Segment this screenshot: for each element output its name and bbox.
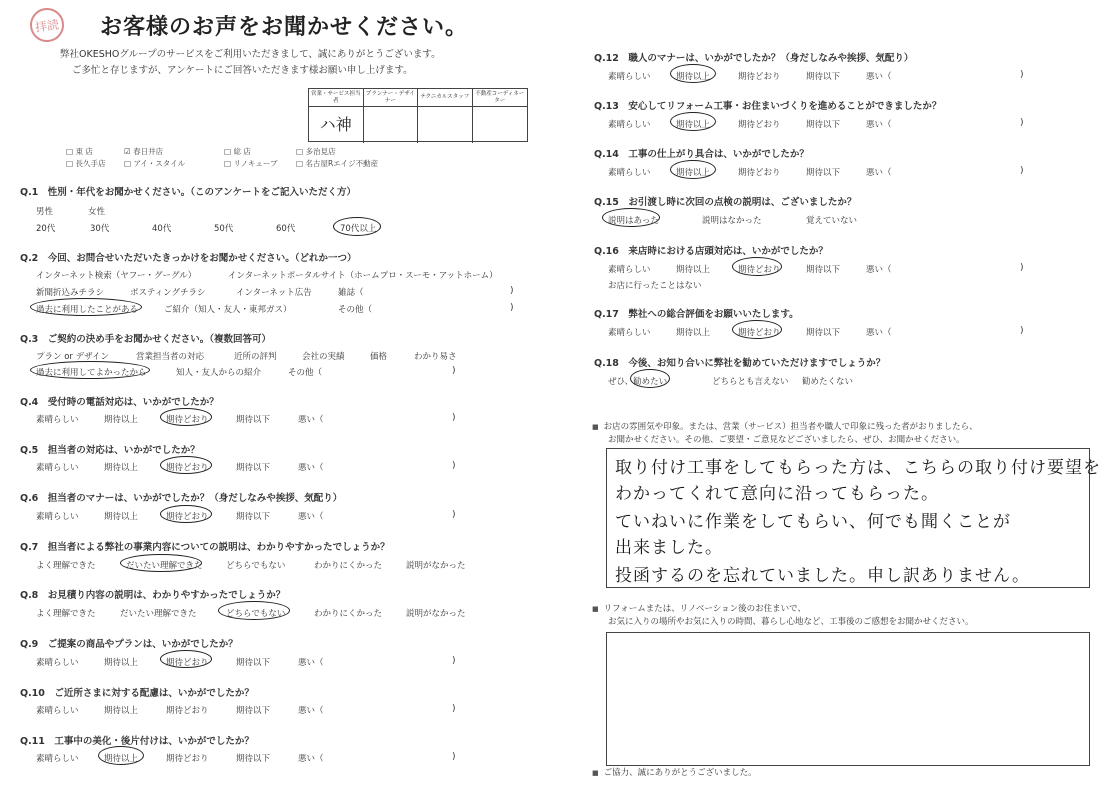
q2-option[interactable]: ご紹介（知人・友人・東邦ガス） [164,305,292,315]
close-paren: ) [452,704,456,714]
seal-stamp [28,6,66,44]
understand-option[interactable]: だいたい理解できた [120,609,197,619]
scale-option[interactable]: 期待以下 [806,72,841,82]
gender-option[interactable]: 女性 [88,207,106,217]
selection-circle [30,361,150,379]
q2-option[interactable]: ポスティングチラシ [130,288,206,298]
handwritten-line: ていねいに作業をしてもらい、何でも聞くことが [615,512,1011,532]
gender-option[interactable]: 男性 [36,207,54,217]
q17-label: Q.17 弊社への総合評価をお願いいたします。 [594,306,799,320]
q3-option[interactable]: 営業担当者の対応 [136,352,205,362]
scale-option[interactable]: 素晴らしい [36,754,79,764]
scale-option[interactable]: 期待以上 [676,328,711,338]
scale-option[interactable]: 悪い（ [866,328,892,338]
q3-option[interactable]: その他（ [288,368,323,378]
intro-line-2: ご多忙と存じますが、アンケートにご回答いただきます様お願い申し上げます。 [72,65,413,76]
close-paren: ) [1020,70,1024,80]
close-paren: ) [1020,263,1024,273]
close-paren: ) [452,510,456,520]
scale-option-selected[interactable]: 期待どおり [738,328,781,338]
q10-label: Q.10 ご近所さまに対する配慮は、いかがでしたか？ [20,685,254,699]
scale-option[interactable]: 素晴らしい [608,120,651,130]
q6-label: Q.6 担当者のマナーは、いかがでしたか？（身だしなみや挨拶、気配り） [20,490,342,504]
store-checkbox[interactable]: □ 長久手店 [66,159,106,168]
selection-circle [160,505,212,523]
selection-circle [160,408,212,426]
scale-option[interactable]: 期待以上 [104,463,139,473]
selection-circle [630,369,670,388]
q1-label: Q.1 性別・年代をお聞かせください。（このアンケートをご記入いただく方） [20,184,356,198]
q12-label: Q.12 職人のマナーは、いかがでしたか？（身だしなみや挨拶、気配り） [594,50,913,64]
selection-circle [30,298,142,316]
q3-option-selected[interactable]: 過去に利用してよかったから [36,368,147,378]
scale-option[interactable]: 素晴らしい [608,328,651,338]
q15-option[interactable]: 覚えていない [806,216,858,226]
scale-option[interactable]: 期待以下 [236,706,271,716]
q3-option[interactable]: 会社の実績 [302,352,345,362]
handwritten-line: 取り付け工事をしてもらった方は、こちらの取り付け要望を [615,458,1101,478]
close-paren: ) [452,461,456,471]
scale-option-selected[interactable]: 期待以上 [676,168,711,178]
stamp-text: 拝読 [34,16,60,35]
q2-label: Q.2 今回、お問合せいただいたきっかけをお聞かせください。（どれか一つ） [20,250,357,264]
scale-option-selected[interactable]: 期待どおり [738,265,781,275]
q18-label: Q.18 今後、お知り合いに弊社を勧めていただけますでしょうか？ [594,355,885,369]
q18-option-selected[interactable]: ぜひ、勧めたい [608,377,668,387]
scale-option[interactable]: 悪い（ [298,463,324,473]
age-option[interactable]: 20代 [36,224,56,234]
close-paren: ) [1020,118,1024,128]
selection-circle [160,650,212,668]
understand-option[interactable]: よく理解できた [36,561,96,571]
store-checkbox[interactable]: □ 名古屋Rエイジ不動産 [296,159,379,168]
understand-option-selected[interactable]: どちらでもない [226,609,286,619]
understand-option[interactable]: わかりにくかった [314,609,383,619]
scale-option[interactable]: 悪い（ [298,754,324,764]
q3-option[interactable]: 近所の評判 [234,352,277,362]
scale-option[interactable]: 素晴らしい [36,706,79,716]
page-title: お客様のお声をお聞かせください。 [100,15,469,40]
close-paren: ) [452,656,456,666]
comment1-textarea[interactable] [606,448,1101,588]
scale-option-selected[interactable]: 期待以上 [676,120,711,130]
scale-option[interactable]: 期待以下 [236,658,271,668]
scale-option[interactable]: 期待どおり [166,706,209,716]
scale-option[interactable]: 期待以下 [806,265,841,275]
q2-option[interactable]: インターネットポータルサイト（ホームプロ・スーモ・アットホーム） [228,271,498,281]
scale-option[interactable]: 期待以上 [104,415,139,425]
staff-header: プランナー・デザイナー [364,89,419,107]
age-option[interactable]: 50代 [214,224,234,234]
scale-option[interactable]: 期待以下 [236,512,271,522]
scale-option[interactable]: 素晴らしい [36,415,79,425]
scale-option-selected[interactable]: 期待どおり [166,658,209,668]
scale-option[interactable]: 期待どおり [738,168,781,178]
q2-option[interactable]: 雑誌（ [338,288,364,298]
scale-option[interactable]: 期待以上 [104,512,139,522]
store-checkbox[interactable]: ☑ 春日井店 [124,147,164,156]
store-checkbox[interactable]: □ 東 店 [66,147,93,156]
staff-table [308,88,528,142]
scale-option[interactable]: 期待どおり [738,72,781,82]
store-checkbox[interactable]: □ 多治見店 [296,147,336,156]
store-checkbox[interactable]: □ アイ・スタイル [124,159,186,168]
scale-option[interactable]: 悪い（ [866,265,892,275]
close-paren: ) [452,366,456,376]
staff-cell[interactable] [418,107,473,143]
q16-label: Q.16 来店時における店頭対応は、いかがでしたか？ [594,243,828,257]
handwritten-line: 投函するのを忘れていました。申し訳ありません。 [615,566,1031,586]
staff-name-handwritten[interactable]: ハ神 [309,107,364,143]
q8-label: Q.8 お見積り内容の説明は、わかりやすかったでしょうか？ [20,587,285,601]
q3-option[interactable]: わかり易さ [414,352,457,362]
handwritten-line: 出来ました。 [615,538,723,558]
thanks-text: ■ ご協力、誠にありがとうございました。 [592,766,757,778]
q14-label: Q.14 工事の仕上がり具合は、いかがでしたか？ [594,146,809,160]
scale-option-selected[interactable]: 期待以上 [676,72,711,82]
scale-option[interactable]: 悪い（ [866,72,892,82]
q15-label: Q.15 お引渡し時に次回の点検の説明は、ございましたか？ [594,194,856,208]
q3-option[interactable]: プラン or デザイン [36,352,110,362]
q15-option[interactable]: 説明はなかった [702,216,762,226]
age-option-selected[interactable]: 70代以上 [340,224,377,234]
understand-option[interactable]: 説明がなかった [406,561,466,571]
scale-option[interactable]: 素晴らしい [608,168,651,178]
scale-option[interactable]: 素晴らしい [608,265,651,275]
comment2-label-2: お気に入りの場所やお気に入りの時間、暮らし心地など、工事後のご感想をお聞かせください。 [608,617,974,627]
age-option[interactable]: 30代 [90,224,110,234]
scale-option[interactable]: 悪い（ [298,658,324,668]
staff-header: 営業・サービス担当者 [309,89,364,107]
scale-option[interactable]: 素晴らしい [608,72,651,82]
selection-circle [732,257,782,276]
q4-label: Q.4 受付時の電話対応は、いかがでしたか？ [20,394,219,408]
scale-option[interactable]: 期待どおり [738,120,781,130]
q18-option[interactable]: 勧めたくない [802,377,854,387]
selection-circle [120,554,202,572]
scale-option[interactable]: 期待以下 [806,328,841,338]
q2-option[interactable]: インターネット検索（ヤフー・グーグル） [36,271,197,281]
scale-option-selected[interactable]: 期待どおり [166,415,209,425]
scale-option[interactable]: 悪い（ [298,512,324,522]
understand-option[interactable]: 説明がなかった [406,609,466,619]
comment2-label-1: ■ リフォームまたは、リノベーション後のお住まいで、 [592,602,806,614]
q11-label: Q.11 工事中の美化・後片付けは、いかがでしたか？ [20,733,254,747]
age-option[interactable]: 40代 [152,224,172,234]
store-checkbox[interactable]: □ 総 店 [224,147,251,156]
age-option[interactable]: 60代 [276,224,296,234]
close-paren: ) [452,752,456,762]
q2-option[interactable]: 新聞折込みチラシ [36,288,105,298]
selection-circle [160,456,212,474]
q3-label: Q.3 ご契約の決め手をお聞かせください。（複数回答可） [20,331,271,345]
q2-option[interactable]: その他（ [338,305,373,315]
scale-option-selected[interactable]: 期待どおり [166,463,209,473]
q2-option-selected[interactable]: 過去に利用したことがある [36,305,139,315]
q3-option[interactable]: 価格 [370,352,388,362]
intro-line-1: 弊社OKESHOグループのサービスをご利用いただきまして、誠にありがとうございます。 [60,49,441,60]
scale-option[interactable]: 期待以下 [806,168,841,178]
scale-option[interactable]: 悪い（ [866,168,892,178]
scale-option[interactable]: 期待どおり [166,754,209,764]
staff-header: テクニカルスタッフ [418,89,473,107]
understand-option-selected[interactable]: だいたい理解できた [126,561,203,571]
selection-circle [333,217,381,236]
q15-option-selected[interactable]: 説明はあった [608,216,659,226]
close-paren: ) [510,286,514,296]
scale-option[interactable]: 悪い（ [298,415,324,425]
scale-option[interactable]: 素晴らしい [36,463,79,473]
store-checkbox[interactable]: □ リノキューブ [224,159,278,168]
scale-option[interactable]: 悪い（ [866,120,892,130]
selection-circle [670,160,716,179]
q9-label: Q.9 ご提案の商品やプランは、いかがでしたか？ [20,636,238,650]
q5-label: Q.5 担当者の対応は、いかがでしたか？ [20,442,200,456]
q16-extra-option[interactable]: お店に行ったことはない [608,281,702,291]
handwritten-line: わかってくれて意向に沿ってもらった。 [615,484,939,504]
selection-circle [670,64,716,83]
close-paren: ) [1020,166,1024,176]
q13-label: Q.13 安心してリフォーム工事・お住まいづくりを進めることができましたか？ [594,98,941,112]
selection-circle [218,601,290,620]
understand-option[interactable]: よく理解できた [36,609,96,619]
staff-cell[interactable] [364,107,419,143]
scale-option[interactable]: 期待以下 [236,415,271,425]
close-paren: ) [1020,326,1024,336]
scale-option-selected[interactable]: 期待以上 [104,754,139,764]
comment1-label-1: ■ お店の雰囲気や印象。または、営業（サービス）担当者や職人で印象に残った者がおりましたら、 [592,420,978,432]
scale-option[interactable]: 期待以下 [236,463,271,473]
close-paren: ) [510,303,514,313]
close-paren: ) [452,413,456,423]
q3-option[interactable]: 知人・友人からの紹介 [176,368,262,378]
scale-option[interactable]: 期待以上 [104,658,139,668]
scale-option[interactable]: 素晴らしい [36,512,79,522]
comment2-textarea[interactable] [606,632,1090,766]
selection-circle [670,112,716,131]
scale-option[interactable]: 悪い（ [298,706,324,716]
understand-option[interactable]: どちらでもない [226,561,286,571]
staff-header: 不動産コーディネーター [473,89,528,107]
scale-option[interactable]: 期待以下 [236,754,271,764]
selection-circle [732,320,782,339]
scale-option[interactable]: 期待以上 [676,265,711,275]
scale-option[interactable]: 素晴らしい [36,658,79,668]
selection-circle [602,208,660,227]
selection-circle [98,746,144,765]
comment1-label-2: お聞かせください。その他、ご要望・ご意見などございましたら、ぜひ、お聞かせください。 [608,435,965,445]
staff-cell[interactable] [473,107,528,143]
scale-option[interactable]: 期待以下 [806,120,841,130]
understand-option[interactable]: わかりにくかった [314,561,383,571]
q7-label: Q.7 担当者による弊社の事業内容についての説明は、わかりやすかったでしょうか？ [20,539,390,553]
q18-option[interactable]: どちらとも言えない [712,377,789,387]
scale-option[interactable]: 期待以上 [104,706,139,716]
q2-option[interactable]: インターネット広告 [236,288,312,298]
scale-option-selected[interactable]: 期待どおり [166,512,209,522]
